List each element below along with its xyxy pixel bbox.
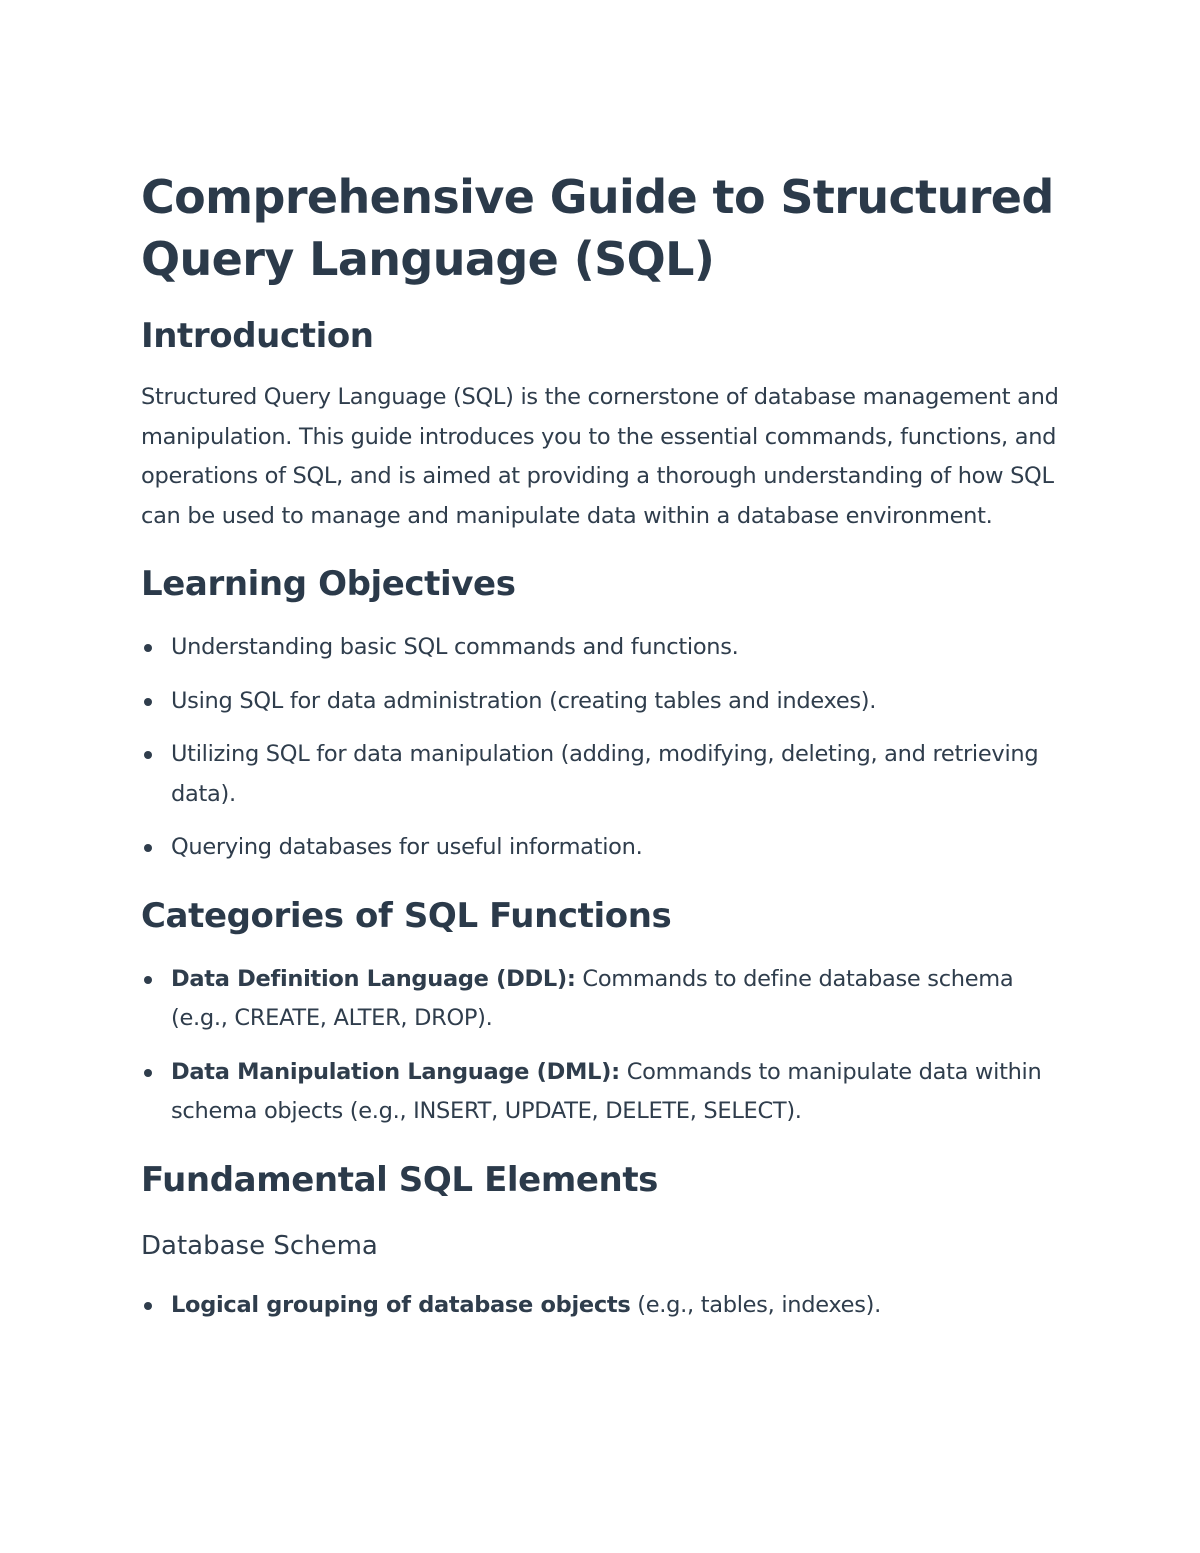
list-item [141,682,1061,722]
list-item [141,1286,1061,1326]
bullet-icon [144,976,152,984]
list-item-term: Data Manipulation Language (DML): [171,1058,620,1085]
fundamental-elements-heading: Fundamental SQL Elements [141,1159,659,1200]
list-item-text: Commands to manipulate data within schema objects (e.g., INSERT, UPDATE, DELETE, SELECT). [171,1058,1042,1124]
document-title: Comprehensive Guide to Structured Query Language (SQL) [141,170,1054,286]
list-item-term: Logical grouping of database objects [171,1291,631,1318]
list-item-text: Utilizing SQL for data manipulation (adding, modifying, deleting, and retrieving data). [171,741,1039,807]
list-item [141,628,1061,668]
bullet-icon [144,644,152,652]
list-item-text: Understanding basic SQL commands and functions. [171,634,739,660]
document-page [141,166,1061,1325]
list-item-text: Querying databases for useful information. [171,834,643,860]
list-item-text: Using SQL for data administration (creating tables and indexes). [171,687,877,714]
bullet-icon [144,698,152,706]
bullet-icon [144,1302,152,1310]
list-item-text: Commands to define database schema (e.g., CREATE, ALTER, DROP). [171,965,1014,1031]
database-schema-heading: Database Schema [141,1230,378,1261]
bullet-icon [144,751,152,759]
list-item-text: (e.g., tables, indexes). [630,1291,881,1318]
introduction-heading: Introduction [141,316,374,356]
list-item [141,735,1061,814]
list-item [141,960,1061,1039]
categories-list [141,960,1061,1132]
bullet-icon [144,1069,152,1077]
bullet-icon [144,844,152,852]
learning-objectives-heading: Learning Objectives [141,564,516,604]
learning-objectives-list [141,628,1061,868]
introduction-paragraph: Structured Query Language (SQL) is the cornerstone of database management and manipulation. This guide introduces you to the essential commands, functions, and operations of SQL, and is aimed at providing a thorough understanding of how SQL can be used to manage and manipulate data within a database environment. [141,384,1059,529]
categories-heading: Categories of SQL Functions [141,895,672,936]
database-schema-list [141,1286,1061,1326]
list-item [141,828,1061,868]
list-item [141,1053,1061,1132]
list-item-term: Data Definition Language (DDL): [171,965,576,992]
